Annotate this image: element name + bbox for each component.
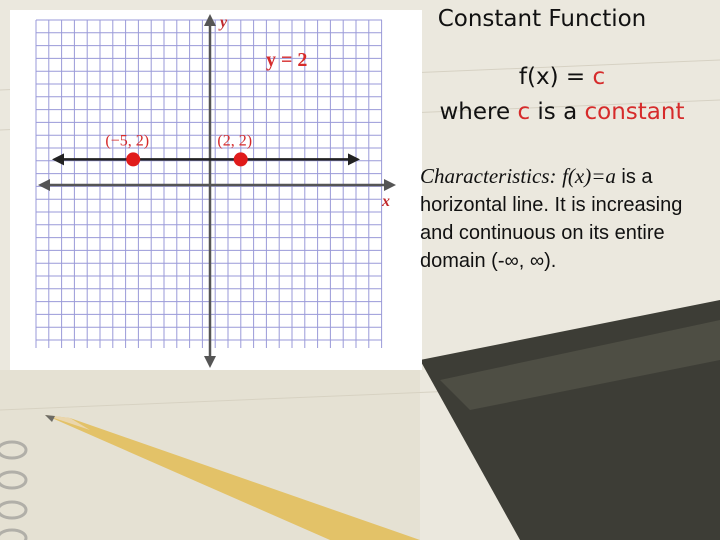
point-marker bbox=[234, 152, 248, 166]
where-c: c bbox=[517, 99, 531, 125]
characteristics-label: Characteristics: bbox=[420, 164, 557, 188]
where-line bbox=[404, 95, 720, 130]
where-text-2: is a bbox=[530, 99, 585, 125]
point-marker bbox=[126, 152, 140, 166]
y-axis-label: y bbox=[220, 14, 228, 31]
x-axis-left-arrow bbox=[38, 179, 50, 191]
function-constant: c bbox=[592, 64, 606, 90]
characteristics-body: is a horizontal line. It is increasing and continuous on its entire domain (-∞, ∞). bbox=[420, 166, 683, 272]
point-label: (2, 2) bbox=[217, 132, 253, 150]
constant-line-left-arrow bbox=[52, 153, 64, 165]
function-line bbox=[404, 60, 720, 95]
line-label: y = 2 bbox=[266, 49, 308, 71]
where-text-1: where bbox=[439, 99, 518, 125]
constant-line-right-arrow bbox=[348, 153, 360, 165]
characteristics-formula: f(x)=a bbox=[562, 164, 616, 188]
slide-title: Constant Function bbox=[437, 6, 647, 32]
y-axis-down-arrow bbox=[204, 356, 216, 368]
function-prefix: f(x) = bbox=[518, 64, 593, 90]
x-axis-label: x bbox=[382, 193, 390, 210]
point-label: (−5, 2) bbox=[105, 132, 150, 150]
x-axis-right-arrow bbox=[384, 179, 396, 191]
graph-panel bbox=[10, 10, 422, 370]
coordinate-plane bbox=[10, 10, 422, 370]
function-definition bbox=[404, 60, 720, 130]
characteristics-text bbox=[420, 162, 710, 275]
where-constant: constant bbox=[584, 99, 685, 125]
